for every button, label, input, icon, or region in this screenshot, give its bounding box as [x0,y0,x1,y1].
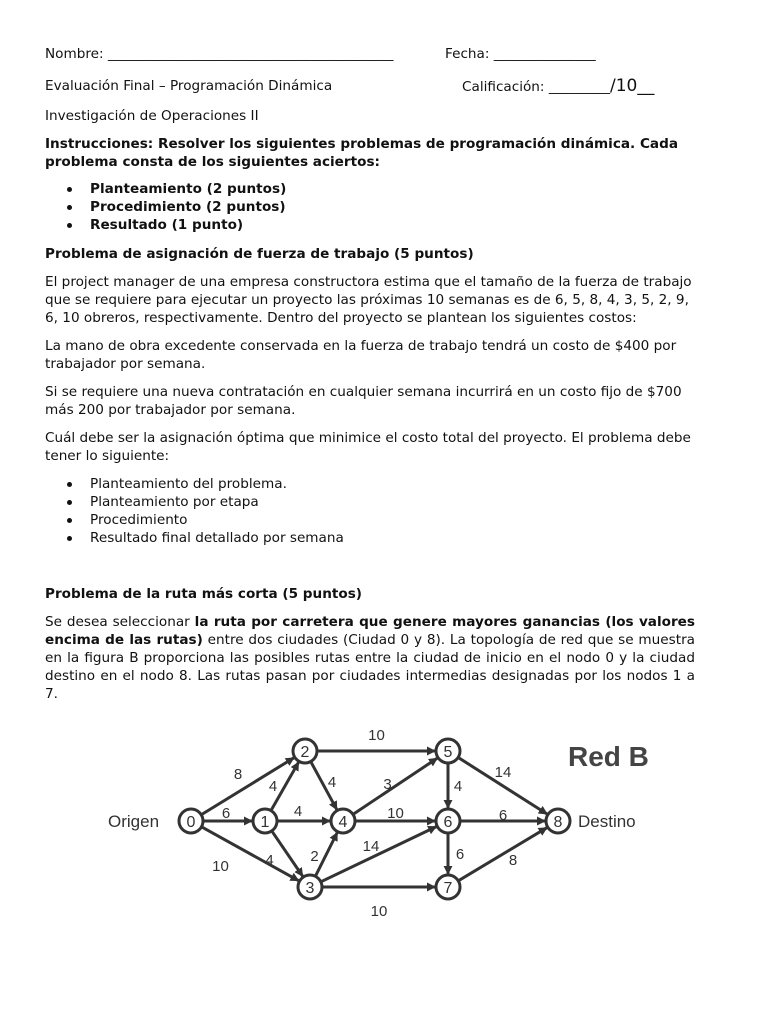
destination-label: Destino [578,812,636,831]
edge-weight-3-7: 10 [370,903,388,920]
problem2-text-bold: la ruta por carretera que genere mayores ganancias (los valores encima de las rutas) [45,614,695,648]
edge-weight-2-5: 10 [368,727,385,744]
node-label-0: 0 [186,814,196,831]
evaluation-title: Evaluación Final – Programación Dinámica [45,78,333,94]
edge-7-8 [455,828,547,881]
edge-weight-4-5: 3 [383,776,392,793]
node-label-1: 1 [260,814,270,831]
edge-weight-3-6: 14 [362,838,380,855]
edge-weight-0-1: 6 [221,805,231,822]
edge-weight-3-4: 2 [310,848,319,865]
list-item: Procedimiento [45,511,344,529]
problem1-paragraph-3: Si se requiere una nueva contratación en cualquier semana incurrirá en un costo fijo de $700 más 200 por trabajador por semana. [45,384,682,418]
list-item: Procedimiento (2 puntos) [45,198,286,216]
edge-weight-2-4: 4 [327,774,337,791]
list-item: Planteamiento del problema. [45,475,344,493]
list-item: Planteamiento (2 puntos) [45,180,286,198]
network-nodes [179,739,570,899]
node-label-8: 8 [553,814,563,831]
edge-weight-6-7: 6 [455,846,465,863]
course-name: Investigación de Operaciones II [45,108,259,124]
fecha-field: Fecha: _______________ [445,46,596,62]
edge-weight-1-2: 4 [268,778,278,795]
node-label-3: 3 [305,880,315,897]
instructions-text: Instrucciones: Resolver los siguientes problemas de programación dinámica. Cada problema consta de los siguientes aciertos: [45,136,679,170]
calificacion-label: Calificación: _________ [462,79,610,95]
edge-weight-5-8: 14 [494,764,512,781]
node-label-4: 4 [338,814,348,831]
problem1-paragraph-4: Cuál debe ser la asignación óptima que minimice el costo total del proyecto. El problema debe tener lo siguiente: [45,430,691,464]
node-label-6: 6 [443,814,453,831]
node-label-5: 5 [443,744,453,761]
origin-label: Origen [108,812,160,831]
problem1-title: Problema de asignación de fuerza de trabajo (5 puntos) [45,246,474,262]
problem2-text-start: Se desea seleccionar [45,614,195,630]
node-label-7: 7 [443,880,453,897]
edge-weight-5-6: 4 [453,778,463,795]
edge-weight-1-3: 4 [265,852,274,869]
list-item: Resultado (1 punto) [45,216,286,234]
edge-weight-0-2: 8 [233,766,243,783]
list-item: Resultado final detallado por semana [45,529,344,547]
problem1-paragraph-1: El project manager de una empresa constructora estima que el tamaño de la fuerza de trabajo que se requiere para ejecutar un proyecto las próximas 10 semanas es de 6, 5, 8, 4, 3, 5, 2, 9, 6, 10 obreros, respectivamente. Dentro del proyecto se plantean los siguientes costos: [45,274,692,326]
list-item: Planteamiento por etapa [45,493,344,511]
edge-weight-0-3: 10 [212,858,229,875]
problem1-paragraph-2: La mano de obra excedente conservada en la fuerza de trabajo tendrá un costo de $400 por trabajador por semana. [45,338,677,372]
nombre-field: Nombre: __________________________________________ [45,46,394,62]
node-label-2: 2 [300,744,310,761]
network-title: Red B [568,741,649,772]
calificacion-value: /10__ [610,76,655,96]
edge-weight-7-8: 8 [508,852,518,869]
edge-weight-4-6: 10 [387,805,404,822]
problem2-title: Problema de la ruta más corta (5 puntos) [45,586,363,602]
edge-weight-1-4: 4 [293,803,303,820]
problem2-text-end: entre dos ciudades (Ciudad 0 y 8). La topología de red que se muestra en la figura B proporciona las posibles rutas entre la ciudad de inicio en el nodo 0 y la ciudad destino en el nodo 8. Las rutas pasan por ciudades intermedias designadas por los nodos 1 a 7. [45,632,695,702]
edge-0-2 [201,758,294,815]
edge-weight-6-8: 6 [498,807,508,824]
